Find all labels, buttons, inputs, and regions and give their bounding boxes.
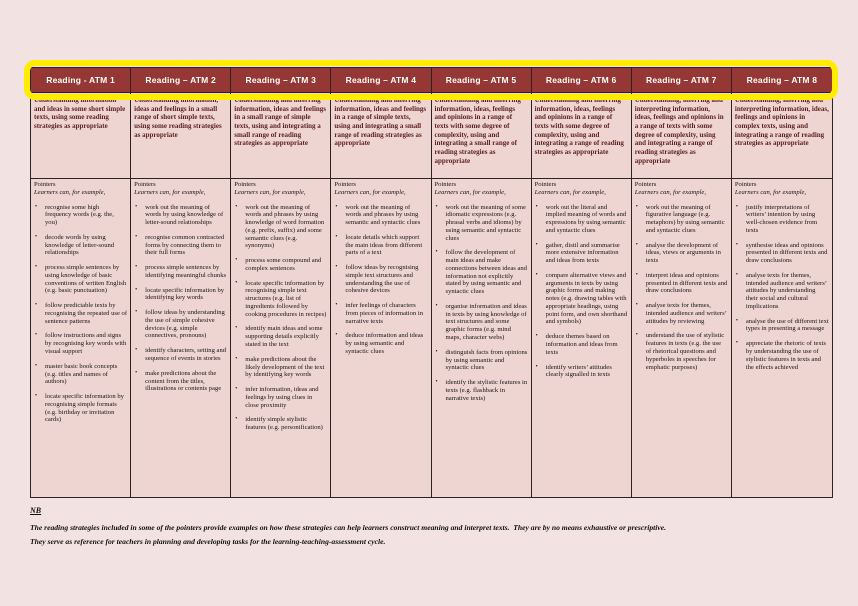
pointer-item [635, 242, 728, 265]
pointer-item [234, 416, 327, 432]
learners-can-label: Learners can, for example, [734, 188, 807, 196]
pointer-item [334, 234, 427, 257]
bullet-icon: • [135, 203, 138, 210]
bullet-icon: • [335, 264, 338, 271]
pointers-label: Pointers [334, 181, 356, 188]
pointer-text: locate details which support the main ideas from different parts of a text [345, 233, 423, 257]
pointer-text: deduce information and ideas by using semantic and syntactic clues [345, 332, 424, 356]
pointer-text: process some compound and complex sentences [245, 257, 322, 272]
pointer-text: analyse the use of different text types in presenting a message [745, 317, 829, 333]
description-atm-2: Understanding information, ideas and feelings in a small range of short simple texts, using some reading strategies as appropriate [131, 93, 231, 179]
pointer-text: identify simple stylistic features (e.g. personification) [245, 416, 323, 432]
nb-label: NB [30, 506, 42, 515]
bullet-icon: • [35, 393, 38, 400]
pointer-item [134, 204, 227, 227]
pointer-text: work out the meaning of words by using knowledge of letter-sound relationships [145, 203, 224, 227]
description-atm-5: Understanding and inferring information, ideas, feelings and opinions in a range of texts with some degree of complexity, using and integrating a small range of reading strategies as appropriate [432, 93, 532, 179]
pointer-text: compare alternative views and arguments in texts by using graphic forms and making notes (e.g. drawing tables with appropriate headings, using point form, and own shorthand and symbols) [545, 271, 628, 326]
pointer-text: identify characters, setting and sequence of events in stories [145, 347, 227, 363]
bullet-icon: • [235, 416, 238, 423]
pointer-text: distinguish facts from opinions by using semantic and syntactic clues [445, 348, 528, 372]
pointer-item [34, 234, 127, 257]
bullet-icon: • [135, 286, 138, 293]
header-reading-atm-5: Reading – ATM 5 [432, 68, 532, 93]
pointer-text: analyse the development of ideas, views or arguments in texts [645, 241, 721, 265]
pointer-list [535, 204, 628, 380]
pointer-item [234, 280, 327, 319]
bullet-icon: • [735, 241, 738, 248]
pointer-text: locate specific information by identifying key words [145, 286, 225, 302]
pointer-text: justify interpretations of writers’ intention by using well-chosen evidence from texts [745, 203, 818, 234]
pointer-text: gather, distil and summarise more extensive information and ideas from texts [545, 241, 620, 265]
pointers-atm-1 [31, 179, 131, 497]
pointer-item [34, 302, 127, 325]
pointer-text: identify the stylistic features in texts (e.g. flashback in narrative texts) [445, 379, 528, 402]
pointer-item [435, 249, 528, 296]
pointer-text: make predictions about the likely development of the text by identifying key words [245, 355, 325, 379]
bullet-icon: • [35, 233, 38, 240]
pointer-item [334, 302, 427, 325]
bullet-icon: • [35, 332, 38, 339]
pointer-text: follow instructions and signs by recognising key words with visual support [45, 332, 127, 356]
footnote-line-2: They serve as reference for teachers in planning and developing tasks for the learning-teaching-assessment cycle. [30, 537, 386, 546]
bullet-icon: • [735, 317, 738, 324]
pointer-text: make predictions about the content from the titles, illustrations or contents page [145, 369, 222, 393]
pointer-item [234, 325, 327, 348]
pointer-item [535, 242, 628, 265]
bullet-icon: • [135, 347, 138, 354]
pointer-text: analyse texts for themes, intended audience and writers’ attitudes by understanding their social and cultural implications [745, 271, 827, 310]
bullet-icon: • [135, 233, 138, 240]
pointers-label: Pointers [34, 181, 56, 188]
bullet-icon: • [435, 348, 438, 355]
description-atm-8: Understanding, inferring and interpreting information, ideas, feelings and opinions in complex texts, using and integrating a range of reading strategies as appropriate [732, 93, 832, 179]
pointer-text: work out the meaning of words and phrases by using knowledge of word formation (e.g. prefix, suffix) and some semantic clues (e.g. synonyms) [245, 203, 325, 250]
pointer-text: work out the meaning of words and phrases by using semantic and syntactic clues [345, 203, 421, 227]
bullet-icon: • [635, 241, 638, 248]
pointer-text: decode words by using knowledge of letter-sound relationships [45, 233, 115, 257]
pointer-item [34, 204, 127, 227]
pointer-text: work out the literal and implied meaning of words and expressions by using semantic and syntactic clues [545, 203, 627, 234]
pointer-text: follow ideas by understanding the use of simple cohesive devices (e.g. simple connectives, pronouns) [145, 309, 225, 340]
pointers-atm-5 [432, 179, 532, 497]
pointer-text: understand the use of stylistic features in texts (e.g. the use of rhetorical questions and hyperboles in speeches for emphatic purposes) [645, 332, 725, 371]
pointer-item [635, 302, 728, 325]
pointer-item [34, 264, 127, 295]
pointer-item [134, 234, 227, 257]
reading-atm-table [30, 67, 833, 498]
bullet-icon: • [535, 241, 538, 248]
pointer-text: infer feelings of characters from pieces of information in narrative texts [345, 302, 424, 325]
pointer-text: analyse texts for themes, intended audience and writers’ attitudes by reviewing [645, 302, 727, 325]
bullet-icon: • [735, 203, 738, 210]
bullet-icon: • [435, 379, 438, 386]
pointer-item [234, 257, 327, 273]
pointer-item [435, 349, 528, 372]
pointer-item [535, 333, 628, 356]
header-reading-atm-6: Reading – ATM 6 [532, 68, 632, 93]
pointer-text: locate specific information by recognising simple text structures (e.g. list of ingredients followed by cooking procedures in recipes) [245, 279, 327, 318]
pointer-text: master basic book concepts (e.g. titles and names of authors) [45, 362, 118, 386]
header-reading-atm-7: Reading – ATM 7 [632, 68, 732, 93]
pointer-item [635, 204, 728, 235]
bullet-icon: • [535, 363, 538, 370]
pointer-item [34, 393, 127, 424]
pointer-text: follow predictable texts by recognising the repeated use of sentence patterns [45, 302, 128, 325]
bullet-icon: • [335, 203, 338, 210]
bullet-icon: • [235, 203, 238, 210]
pointer-text: recognise common contracted forms by connecting them to their full forms [145, 233, 225, 257]
bullet-icon: • [235, 279, 238, 286]
description-atm-7: Understanding, inferring and interpreting information, ideas, feelings and opinions in a range of texts with some degree of complexity, using and integrating a range of reading strategies as appropriate [632, 93, 732, 179]
pointer-item [435, 303, 528, 342]
pointers-atm-4 [331, 179, 431, 497]
pointer-item [735, 204, 829, 235]
pointer-text: organise information and ideas in texts by using knowledge of text structures and some graphic forms (e.g. mind maps, character webs) [445, 302, 527, 342]
pointer-item [435, 204, 528, 243]
description-atm-1: Understanding information and ideas in some short simple texts, using some reading strategies as appropriate [31, 93, 131, 179]
pointer-item [535, 364, 628, 380]
pointers-label: Pointers [634, 181, 657, 188]
pointer-list [735, 204, 829, 372]
pointer-list [134, 204, 227, 394]
pointer-text: recognise some high frequency words (e.g. the, you) [45, 203, 114, 227]
pointer-item [535, 272, 628, 326]
pointer-text: follow the development of main ideas and make connections between ideas and information not explicitly stated by using semantic and syntactic clues [445, 249, 527, 296]
bullet-icon: • [535, 203, 538, 210]
learners-can-label: Learners can, for example, [134, 188, 206, 196]
pointer-item [334, 264, 427, 295]
bullet-icon: • [135, 264, 138, 271]
pointer-item [134, 309, 227, 340]
header-reading-atm-1: Reading - ATM 1 [31, 68, 131, 93]
pointer-item [34, 363, 127, 386]
pointer-item [334, 332, 427, 355]
pointer-text: process simple sentences by identifying meaningful chunks [145, 264, 227, 279]
bullet-icon: • [335, 233, 338, 240]
bullet-icon: • [135, 369, 138, 376]
pointer-item [234, 356, 327, 379]
bullet-icon: • [635, 332, 638, 339]
pointer-item [635, 272, 728, 295]
pointer-item [134, 347, 227, 363]
learners-can-label: Learners can, for example, [234, 188, 306, 196]
bullet-icon: • [135, 309, 138, 316]
learners-can-label: Learners can, for example, [434, 188, 506, 196]
pointer-text: infer information, ideas and feelings by using clues in close proximity [245, 386, 319, 409]
pointer-text: identify main ideas and some supporting details explicitly stated in the text [245, 325, 323, 349]
pointers-label: Pointers [234, 181, 256, 188]
bullet-icon: • [735, 340, 738, 347]
pointer-item [735, 340, 829, 371]
pointer-text: interpret ideas and opinions presented in different texts and draw conclusions [645, 271, 728, 295]
bullet-icon: • [535, 333, 538, 340]
bullet-icon: • [35, 203, 38, 210]
pointer-item [334, 204, 427, 227]
pointer-list [334, 204, 427, 356]
pointer-item [635, 332, 728, 371]
bullet-icon: • [235, 325, 238, 332]
pointer-text: locate specific information by recognising simple formats (e.g. birthday or invitation cards) [45, 393, 124, 424]
bullet-icon: • [635, 302, 638, 309]
bullet-icon: • [235, 355, 238, 362]
pointer-text: deduce themes based on information and ideas from texts [545, 333, 618, 356]
pointer-list [435, 204, 528, 403]
pointers-atm-8 [732, 179, 832, 497]
pointer-item [435, 379, 528, 402]
bullet-icon: • [435, 302, 438, 309]
pointer-text: process simple sentences by using knowledge of basic conventions of written English (e.g. basic punctuation) [45, 264, 127, 295]
bullet-icon: • [335, 302, 338, 309]
bullet-icon: • [435, 203, 438, 210]
bullet-icon: • [635, 203, 638, 210]
pointer-item [234, 204, 327, 251]
pointers-label: Pointers [134, 181, 156, 188]
description-atm-3: Understanding and inferring information, ideas and feelings in a small range of simple texts, using and integrating a small range of reading strategies as appropriate [231, 93, 331, 179]
pointer-item [735, 318, 829, 334]
pointer-text: follow ideas by recognising simple text structures and understanding the use of cohesive devices [345, 264, 419, 295]
pointer-text: appreciate the rhetoric of texts by understanding the use of stylistic features in texts and the effects achieved [745, 340, 827, 371]
bullet-icon: • [235, 386, 238, 393]
bullet-icon: • [335, 332, 338, 339]
learners-can-label: Learners can, for example, [634, 188, 706, 196]
pointers-atm-2 [131, 179, 231, 497]
pointer-list [234, 204, 327, 432]
learners-can-label: Learners can, for example, [34, 188, 106, 196]
pointer-item [735, 242, 829, 265]
pointers-atm-6 [532, 179, 632, 497]
pointer-item [134, 287, 227, 303]
pointer-item [134, 264, 227, 280]
bullet-icon: • [735, 271, 738, 278]
description-atm-6: Understanding and inferring information, ideas, feelings and opinions in a range of texts with some degree of complexity, using and integrating a range of reading strategies as appropriate [532, 93, 632, 179]
pointer-text: work out the meaning of some idiomatic expressions (e.g. phrasal verbs and idioms) by using semantic and syntactic clues [445, 203, 526, 242]
pointers-atm-3 [231, 179, 331, 497]
bullet-icon: • [35, 264, 38, 271]
pointers-label: Pointers [434, 181, 457, 188]
pointer-list [34, 204, 127, 425]
header-reading-atm-4: Reading – ATM 4 [331, 68, 431, 93]
pointer-item [735, 272, 829, 311]
bullet-icon: • [435, 249, 438, 256]
pointers-label: Pointers [734, 181, 757, 188]
footnote-line-1: The reading strategies included in some of the pointers provide examples on how these strategies can help learners construct meaning and interpret texts. They are by no means exhaustive or prescriptive. [30, 523, 666, 532]
learners-can-label: Learners can, for example, [334, 188, 406, 196]
bullet-icon: • [635, 271, 638, 278]
pointers-atm-7 [632, 179, 732, 497]
bullet-icon: • [535, 271, 538, 278]
bullet-icon: • [35, 302, 38, 309]
learners-can-label: Learners can, for example, [534, 188, 606, 196]
header-reading-atm-3: Reading – ATM 3 [231, 68, 331, 93]
pointer-item [535, 204, 628, 235]
pointer-text: work out the meaning of figurative language (e.g. metaphors) by using semantic and syntactic clues [645, 203, 725, 234]
pointer-item [134, 370, 227, 393]
pointer-text: identify writers’ attitudes clearly signalled in texts [545, 363, 612, 379]
bullet-icon: • [35, 362, 38, 369]
description-atm-4: Understanding and inferring information, ideas and feelings in a range of simple texts, using and integrating a small range of reading strategies as appropriate [331, 93, 431, 179]
header-reading-atm-2: Reading – ATM 2 [131, 68, 231, 93]
header-reading-atm-8: Reading – ATM 8 [732, 68, 832, 93]
pointer-text: synthesise ideas and opinions presented in different texts and draw conclusions [745, 241, 828, 265]
pointer-item [234, 386, 327, 409]
pointers-label: Pointers [534, 181, 557, 188]
pointer-item [34, 332, 127, 355]
pointer-list [635, 204, 728, 372]
bullet-icon: • [235, 257, 238, 264]
footnote [30, 500, 835, 546]
